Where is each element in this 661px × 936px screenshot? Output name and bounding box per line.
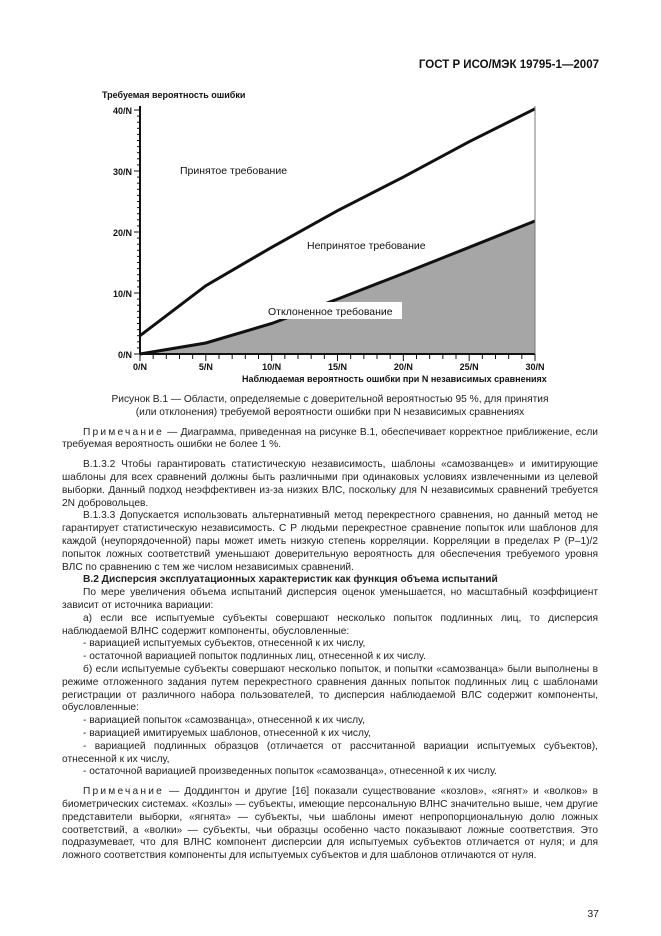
document-header: ГОСТ Р ИСО/МЭК 19795-1—2007	[418, 59, 599, 71]
annotation-not-accepted: Непринятое требование	[307, 240, 426, 252]
annotation-accepted: Принятое требование	[180, 165, 288, 177]
note-label: Примечание	[83, 426, 164, 438]
x-tick-label: 25/N	[459, 362, 479, 372]
x-tick-label: 20/N	[393, 362, 413, 372]
list-item: - остаточной вариацией произведенных попыток «самозванца», отнесенной к их числу.	[83, 766, 497, 778]
list-item: - вариацией испытуемых субъектов, отнесенной к их числу,	[83, 638, 366, 650]
list-item: - остаточной вариацией попыток подлинных лиц, отнесенной к их числу.	[83, 651, 426, 663]
x-tick-label: 15/N	[327, 362, 348, 372]
figure-caption-line2: (или отклонения) требуемой вероятности ошибки при N независимых сравнениях	[135, 406, 525, 418]
y-tick-label: 20/N	[112, 228, 132, 238]
y-tick-label: 40/N	[112, 106, 132, 116]
paragraph-b133: В.1.3.3 Допускается использовать альтернативный метод перекрестного сравнения, но данный метод не гарантирует статистическую независимость. С P людьми перекрестное сравнение попыток или шаблонов для каждой (неупорядоченной) пары может иметь низкую степень корреляции. Корреляции в пределах P (P–1)/2 попыток ложных соответствий уменьшают доверительную вероятность для обеспечения требуемого уровня ВЛС по сравнению с тем же числом независимых сравнений.	[62, 510, 598, 573]
note-label: Примечание	[83, 786, 164, 798]
annotation-rejected: Отклоненное требование	[268, 306, 393, 318]
x-tick-label: 5/N	[198, 362, 213, 372]
note-1	[62, 427, 598, 453]
paragraph-b2: По мере увеличения объема испытаний дисперсия оценок уменьшается, но масштабный коэффициент зависит от источника вариации:	[62, 587, 598, 611]
note-2	[62, 786, 598, 863]
list-item: - вариацией имитируемых шаблонов, отнесенной к их числу,	[83, 727, 371, 739]
paragraph-b132: В.1.3.2 Чтобы гарантировать статистическую независимость, шаблоны «самозванцев» и имитирующие шаблоны для всех сравнений должны быть различными при одинаковых условиях извлеченными из целевой выборки. Данный подход неэффективен из-за низких ВЛС, поскольку для N независимых сравнений требуется 2N добровольцев.	[62, 459, 598, 509]
paragraph-b: б) если испытуемые субъекты совершают несколько попыток, и попытки «самозванца» были выполнены в режиме отложенного задания путем перекрестного сравнения данных попыток подлинных лиц с шаблонами регистрации от различного набора пользователей, то дисперсия наблюдаемой ВЛС содержит компоненты, обусловленные:	[62, 663, 598, 714]
x-tick-label: 10/N	[262, 362, 282, 372]
paragraph-a: а) если все испытуемые субъекты совершают несколько попыток подлинных лиц, то дисперсия наблюдаемой ВЛНС содержит компоненты, обусловленные:	[62, 612, 598, 637]
x-axis-label: Наблюдаемая вероятность ошибки при N независимых сравнениях	[242, 374, 547, 384]
section-heading-b2: В.2 Дисперсия эксплуатационных характеристик как функция объема испытаний	[83, 574, 498, 586]
y-tick-label: 30/N	[112, 167, 132, 177]
page-number: 37	[587, 908, 599, 920]
note-text: — Диаграмма, приведенная на рисунке В.1, обеспечивает корректное приближение, если требуемая вероятность ошибки не более 1 %.	[62, 426, 598, 451]
body-text	[62, 394, 598, 863]
list-item: - вариацией попыток «самозванца», отнесенной к их числу,	[83, 715, 365, 727]
figure-caption-line1: Рисунок В.1 — Области, определяемые с доверительной вероятностью 95 %, для принятия	[111, 394, 549, 405]
x-tick-label: 0/N	[132, 362, 148, 372]
list-item: - вариацией подлинных образцов (отличается от рассчитанной вариации испытуемых субъектов), отнесенной к их числу,	[62, 740, 598, 765]
chart-figure	[100, 86, 550, 386]
y-axis-label: Требуемая вероятность ошибки	[102, 90, 246, 100]
note-text: — Доддингтон и другие [16] показали существование «козлов», «ягнят» и «волков» в биометрических системах. «Козлы» — субъекты, имеющие персональную ВЛНС значительно выше, чем другие представители выборки, «ягнята» — субъекты, чьи шаблоны имеют непропорциональную долю ложных соответствий, а «волки» — субъекты, чьи образцы особенно часто показывают ложные соответствия. Это подразумевает, что для ВЛНС компонент дисперсии для испытуемых субъектов отличается от нуля; и для ложного соответствия компоненты для испытуемых субъектов и для шаблонов отличаются от нуля.	[62, 786, 598, 862]
y-tick-label: 0/N	[117, 350, 132, 360]
x-tick-label: 30/N	[525, 362, 545, 372]
y-tick-label: 10/N	[112, 289, 132, 299]
